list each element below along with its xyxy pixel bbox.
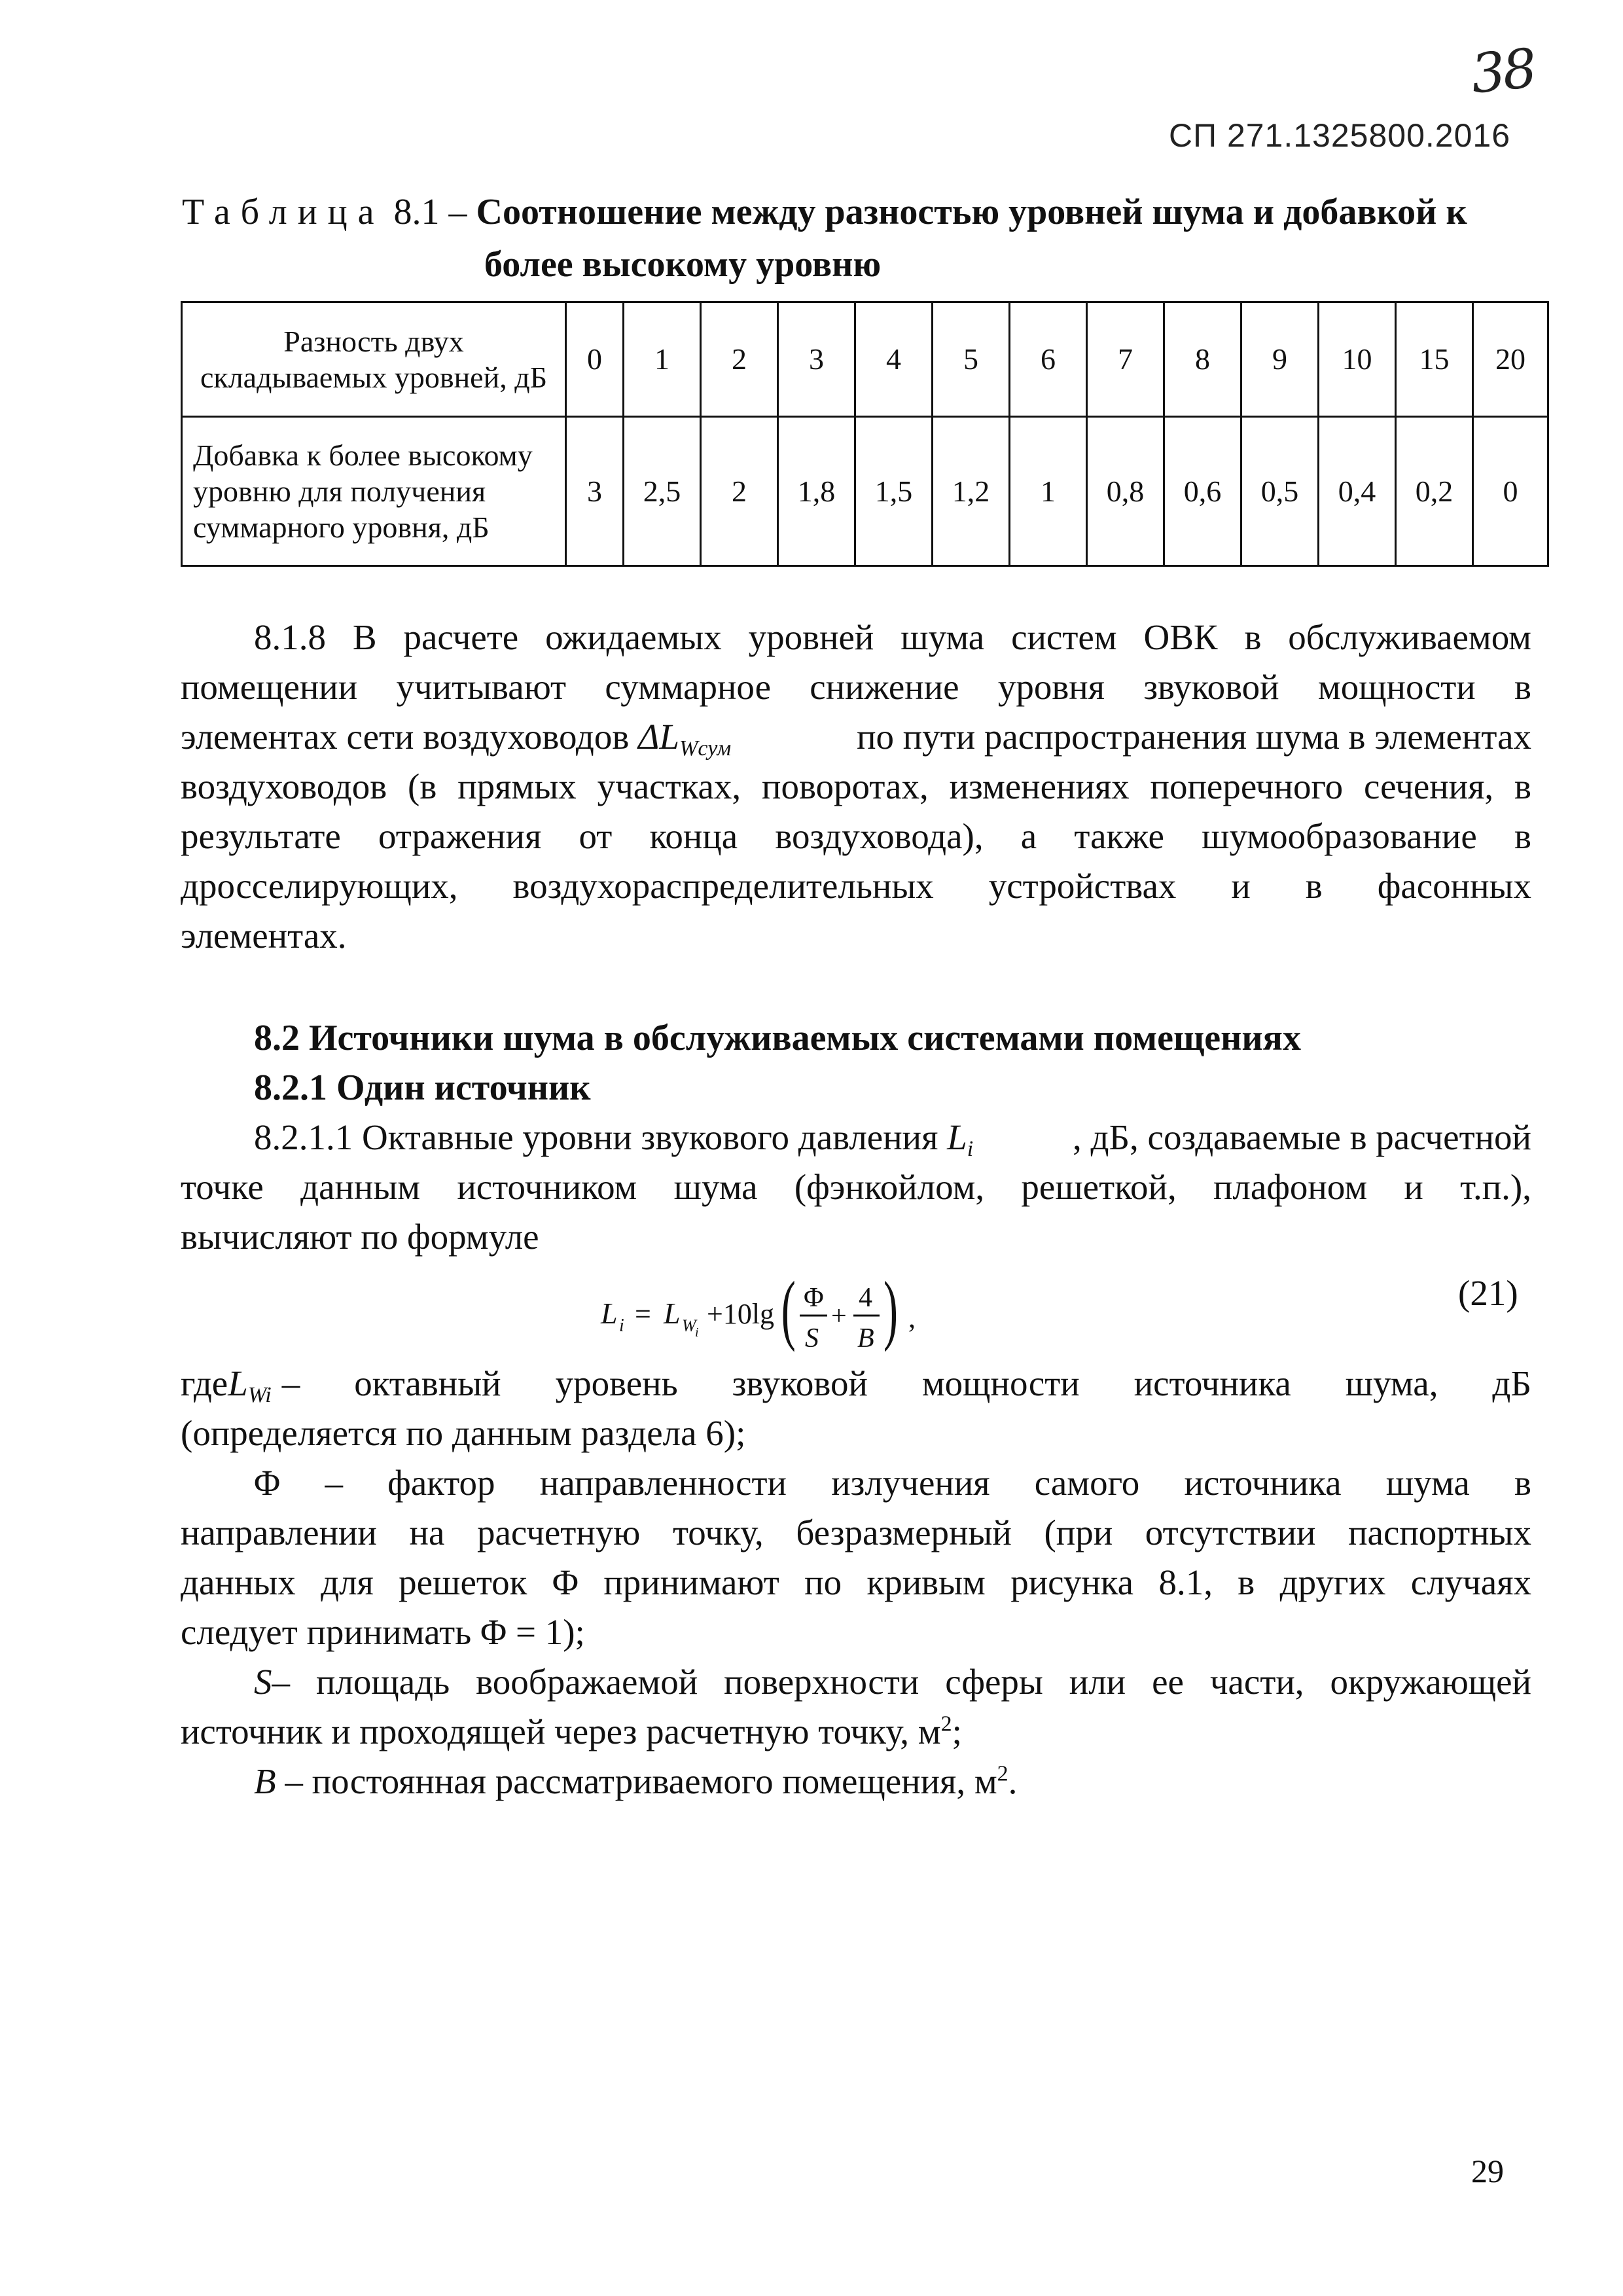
formula-lhs-sub: i xyxy=(619,1316,624,1336)
row-header-addition: Добавка к более высокому уровню для получения суммарного уровня, дБ xyxy=(182,417,566,566)
superscript: 2 xyxy=(997,1761,1008,1786)
row-header-difference: Разность двух складываемых уровней, дБ xyxy=(182,302,566,417)
formula-coef: +10lg xyxy=(707,1298,775,1330)
table-cell: 10 xyxy=(1319,302,1396,417)
table-cell: 5 xyxy=(933,302,1010,417)
table-cell: 2,5 xyxy=(624,417,701,566)
text-fragment: ; xyxy=(952,1712,962,1751)
table-cell: 1,5 xyxy=(855,417,933,566)
formula-21 xyxy=(596,1270,936,1361)
table-caption-prefix: Таблица xyxy=(182,192,385,232)
text-fragment: – октавный уровень звуковой мощности источника шума, дБ xyxy=(281,1363,1531,1403)
table-cell: 1,8 xyxy=(778,417,855,566)
text-line: Φ – фактор направленности излучения самого источника шума в xyxy=(254,1463,1531,1503)
formula-lw-subsub: i xyxy=(695,1325,699,1340)
section-heading: 8.2 Источники шума в обслуживаемых системами помещениях xyxy=(254,1018,1301,1058)
formula-num1: Φ xyxy=(804,1283,824,1313)
formula-left-paren: ( xyxy=(781,1270,796,1353)
text-fragment: по пути распространения шума в элементах xyxy=(857,717,1531,757)
text-fragment: элементах сети воздуховодов xyxy=(181,717,639,757)
text-fragment xyxy=(254,1117,973,1162)
subscript: Wi xyxy=(247,1383,272,1407)
table-cell: 3 xyxy=(778,302,855,417)
formula-den1: S xyxy=(805,1323,819,1354)
table-cell: 2 xyxy=(701,302,778,417)
table-cell: 0,6 xyxy=(1164,417,1241,566)
text-line xyxy=(254,1661,1531,1702)
formula-eq: = xyxy=(635,1298,651,1330)
text-line: помещении учитывают суммарное снижение уровня звуковой мощности в xyxy=(181,667,1531,707)
text-line xyxy=(181,1711,962,1752)
text-fragment: где xyxy=(181,1363,228,1403)
table-cell: 1,2 xyxy=(933,417,1010,566)
text-fragment: – площадь воображаемой поверхности сферы или ее части, окружающей xyxy=(272,1662,1531,1702)
formula-plus: + xyxy=(831,1301,847,1331)
text-fragment: источник и проходящей через расчетную точку, м xyxy=(181,1712,941,1751)
table-cell: 3 xyxy=(566,417,624,566)
formula-lhs: L xyxy=(601,1297,618,1330)
text-fragment xyxy=(181,716,731,761)
superscript: 2 xyxy=(940,1712,952,1736)
table-cell: 20 xyxy=(1473,302,1548,417)
text-line xyxy=(181,716,1531,761)
noise-level-table xyxy=(181,301,1549,567)
formula-number: (21) xyxy=(1458,1273,1518,1313)
formula-lw: L xyxy=(664,1297,681,1330)
table-caption xyxy=(182,191,1524,233)
text-line: 8.1.8 В расчете ожидаемых уровней шума систем ОВК в обслуживаемом xyxy=(254,617,1531,657)
subscript: i xyxy=(967,1137,974,1161)
text-fragment: – постоянная рассматриваемого помещения, м xyxy=(276,1761,997,1801)
table-cell: 15 xyxy=(1396,302,1473,417)
formula-num2: 4 xyxy=(859,1283,872,1313)
table-cell: 7 xyxy=(1087,302,1164,417)
table-cell: 1 xyxy=(1010,417,1087,566)
table-cell: 0,4 xyxy=(1319,417,1396,566)
formula-lw-sub: W xyxy=(682,1316,696,1335)
table-cell: 6 xyxy=(1010,302,1087,417)
table-cell: 4 xyxy=(855,302,933,417)
table-caption-title-1: Соотношение между разностью уровней шума и добавкой к xyxy=(476,192,1467,232)
lw-symbol xyxy=(228,1363,272,1408)
table-cell: 0,2 xyxy=(1396,417,1473,566)
text-line: направлении на расчетную точку, безразмерный (при отсутствии паспортных xyxy=(181,1513,1531,1552)
subscript: Wсум xyxy=(679,736,732,761)
delta-lw-symbol xyxy=(638,717,732,761)
handwritten-page-number: 38 xyxy=(1468,37,1538,106)
text-line: точке данным источником шума (фэнкойлом, решеткой, плафоном и т.п.), xyxy=(181,1167,1531,1207)
symbol: L xyxy=(228,1363,248,1403)
text-fragment: . xyxy=(1008,1761,1018,1801)
text-line: элементах. xyxy=(181,916,347,956)
document-code: СП 271.1325800.2016 xyxy=(1169,117,1511,154)
text-fragment: 8.2.1.1 Октавные уровни звукового давления xyxy=(254,1117,948,1157)
symbol: L xyxy=(947,1117,967,1157)
table-caption-number: 8.1 – xyxy=(384,192,476,232)
text-line: воздуховодов (в прямых участках, поворотах, изменениях поперечного сечения, в xyxy=(181,766,1531,806)
table-row xyxy=(182,302,1548,417)
text-line: (определяется по данным раздела 6); xyxy=(181,1413,746,1453)
table-cell: 1 xyxy=(624,302,701,417)
text-fragment: , дБ, создаваемые в расчетной xyxy=(1072,1117,1531,1157)
table-cell: 9 xyxy=(1241,302,1319,417)
symbol: B xyxy=(254,1761,276,1801)
text-line: дросселирующих, воздухораспределительных устройствах и в фасонных xyxy=(181,866,1531,906)
table-cell: 0 xyxy=(566,302,624,417)
table-cell: 0,8 xyxy=(1087,417,1164,566)
text-line xyxy=(254,1761,1017,1802)
subsection-heading: 8.2.1 Один источник xyxy=(254,1067,591,1108)
text-line xyxy=(181,1363,1531,1408)
formula-right-paren: ) xyxy=(883,1270,898,1353)
page-number: 29 xyxy=(1471,2153,1504,2189)
text-line xyxy=(254,1117,1531,1162)
table-caption-title-2: более высокому уровню xyxy=(484,244,882,285)
symbol: S xyxy=(254,1662,272,1702)
formula-comma: , xyxy=(908,1302,916,1334)
symbol: ΔL xyxy=(638,717,680,757)
table-cell: 8 xyxy=(1164,302,1241,417)
text-line: следует принимать Φ = 1); xyxy=(181,1612,585,1652)
table-cell: 0,5 xyxy=(1241,417,1319,566)
text-line: вычисляют по формуле xyxy=(181,1217,539,1257)
text-line: данных для решеток Φ принимают по кривым рисунка 8.1, в других случаях xyxy=(181,1562,1531,1602)
table-row xyxy=(182,417,1548,566)
table-cell: 0 xyxy=(1473,417,1548,566)
formula-den2: B xyxy=(857,1323,874,1354)
text-line: результате отражения от конца воздуховода), а также шумообразование в xyxy=(181,816,1531,856)
table-cell: 2 xyxy=(701,417,778,566)
